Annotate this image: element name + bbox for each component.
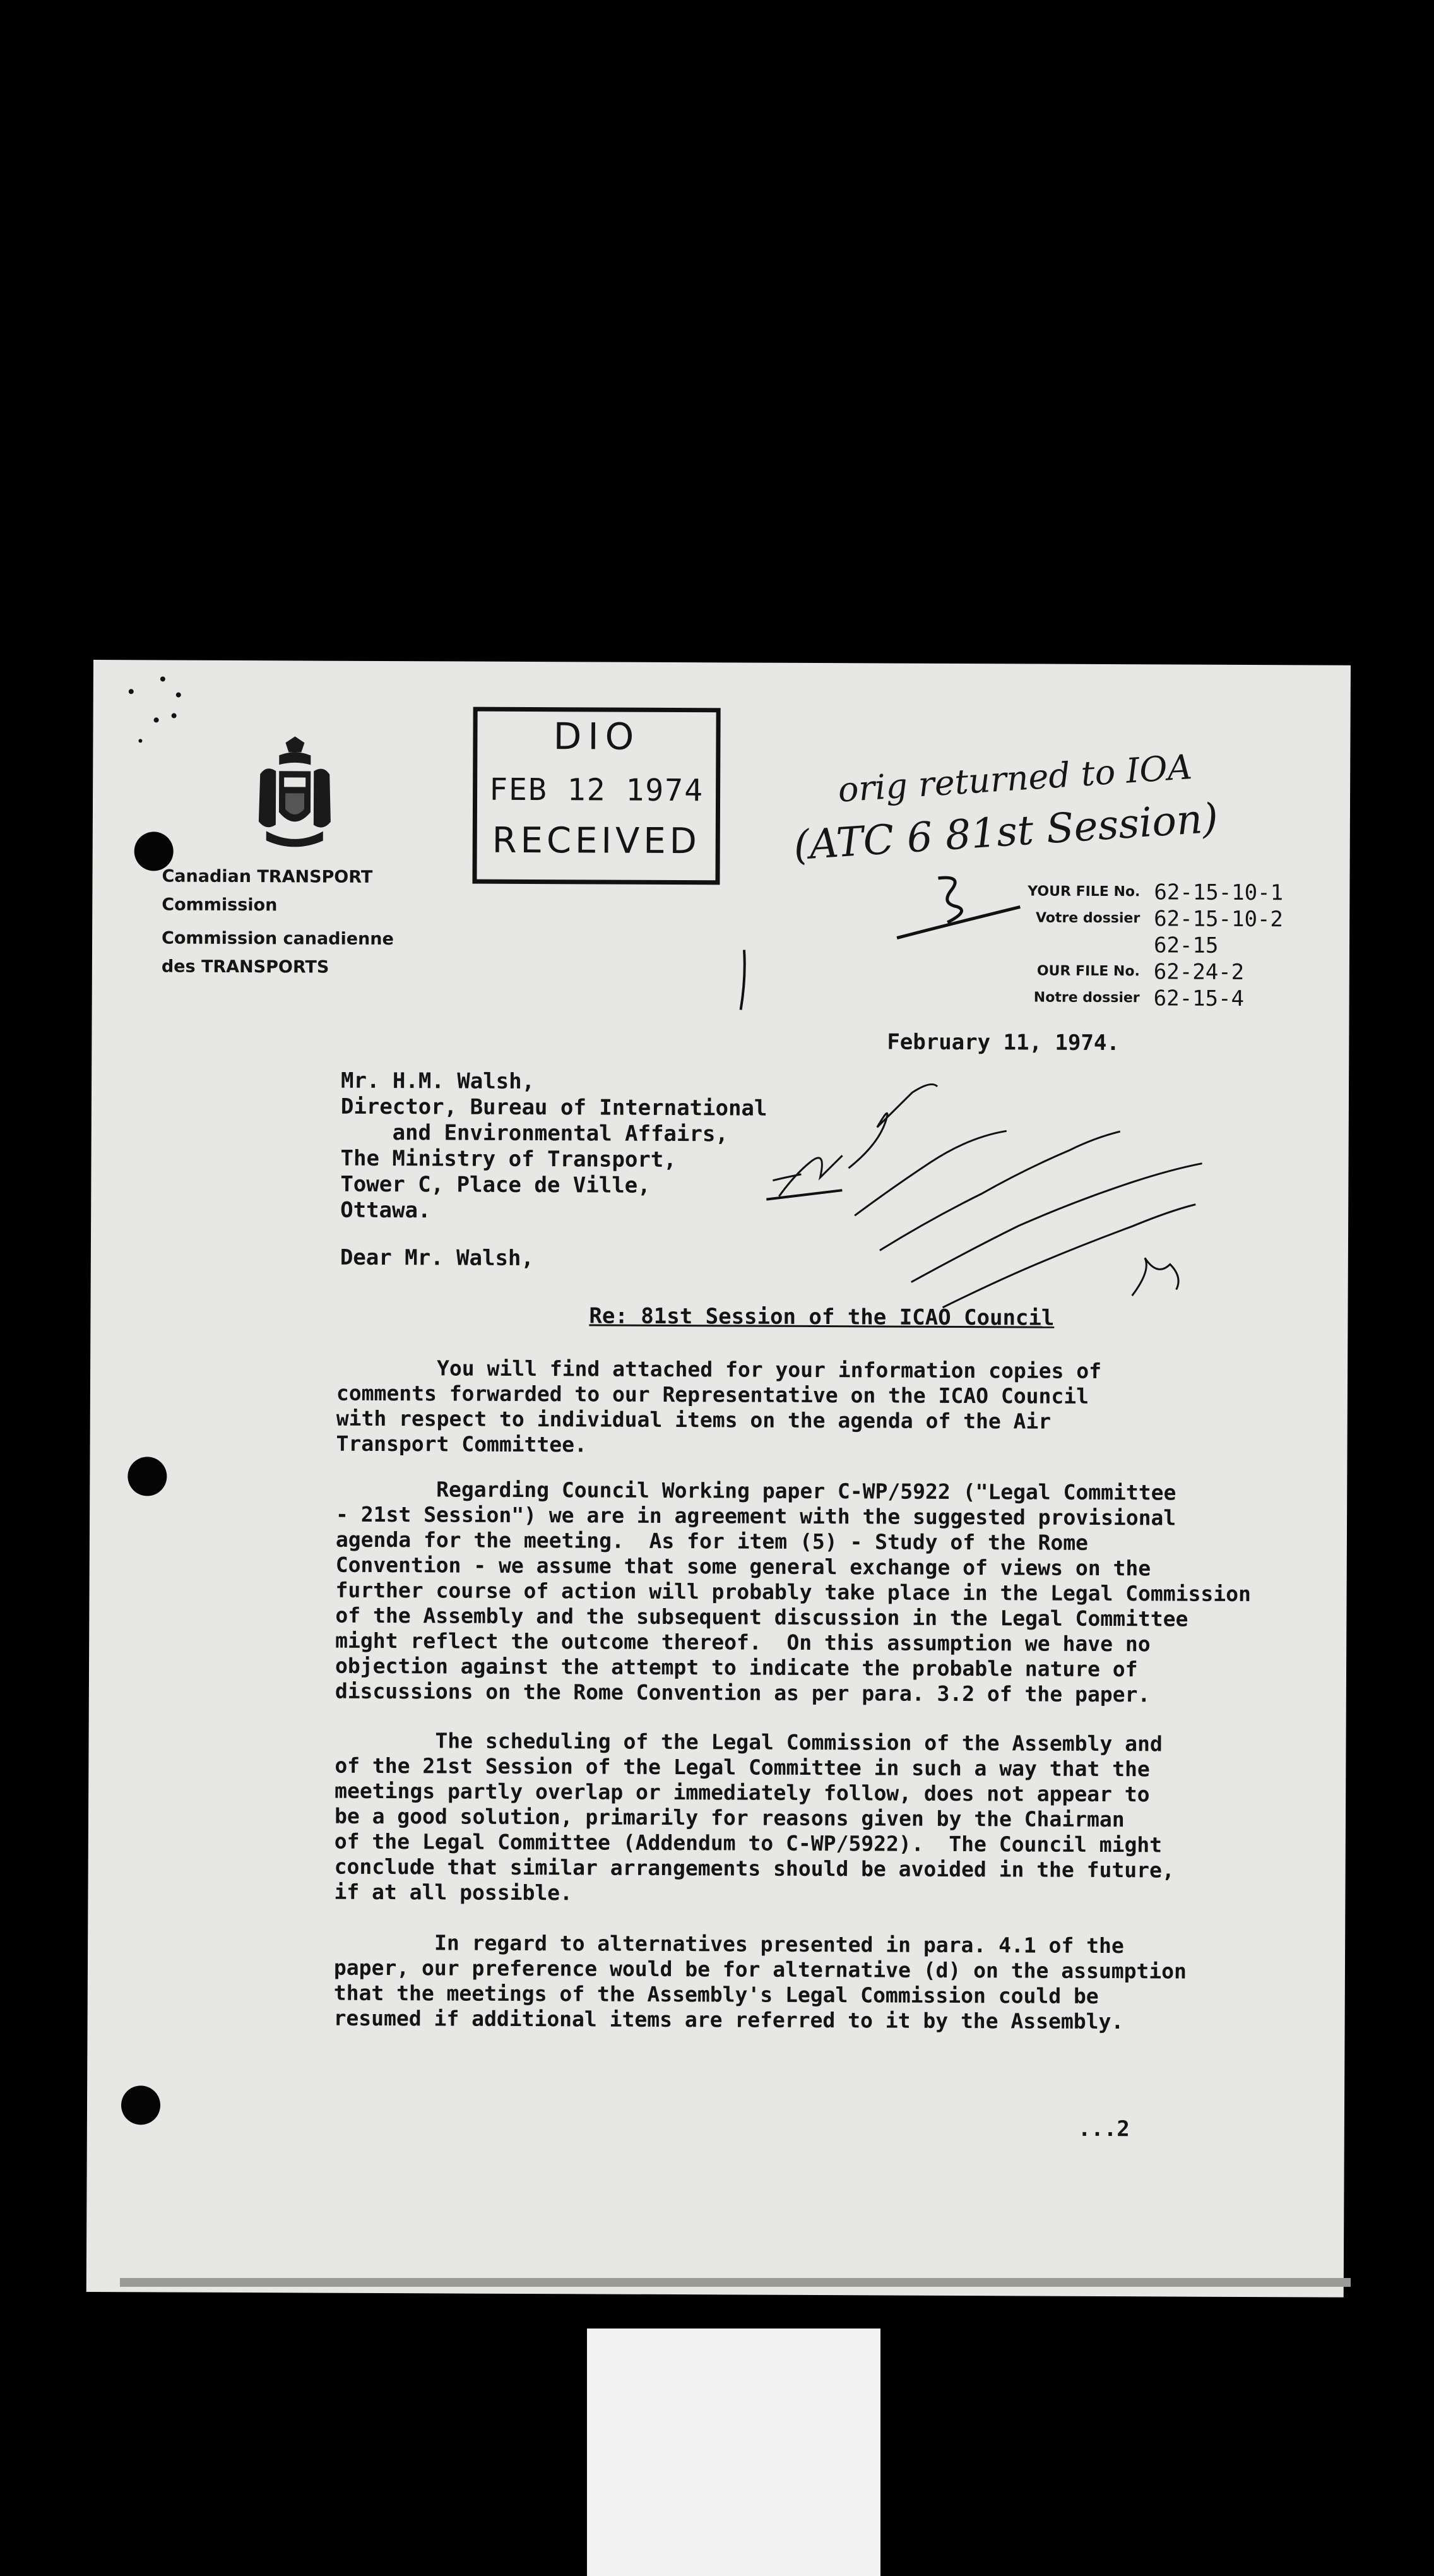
text-line: You will find attached for your information copies of xyxy=(336,1355,1102,1383)
punch-hole xyxy=(121,2085,160,2125)
text-line: In regard to alternatives presented in para. 4.1 of the xyxy=(334,1929,1124,1959)
text-line: - 21st Session") we are in agreement with the suggested provisional xyxy=(336,1501,1176,1530)
pen-stroke xyxy=(735,946,754,1016)
recipient-address xyxy=(340,1068,767,1225)
paragraph xyxy=(334,1728,1319,1909)
page-edge xyxy=(120,2278,1351,2287)
text-line: that the meetings of the Assembly's Legal Commission could be xyxy=(333,1980,1099,2008)
agency-name-en-1: Canadian TRANSPORT xyxy=(162,866,373,887)
page-continuation-mark: ...2 xyxy=(1077,2116,1130,2142)
margin-marks xyxy=(118,666,194,761)
your-file-label-en: YOUR FILE No. xyxy=(1028,883,1141,900)
text-line: with respect to individual items on the agenda of the Air xyxy=(336,1405,1052,1434)
your-file-number: 62-15-10-2 xyxy=(1154,906,1284,933)
address-line: and Environmental Affairs, xyxy=(340,1119,728,1147)
stamp-date: FEB 12 1974 xyxy=(489,772,704,809)
text-line: objection against the attempt to indicate the probable nature of xyxy=(335,1653,1138,1682)
coat-of-arms-icon xyxy=(254,736,336,847)
subject-line: Re: 81st Session of the ICAO Council xyxy=(589,1303,1055,1331)
stamp-label: RECEIVED xyxy=(492,820,701,862)
address-line: Ottawa. xyxy=(340,1197,431,1224)
text-line: comments forwarded to our Representative on the ICAO Council xyxy=(336,1380,1089,1409)
our-file-number: 62-15-4 xyxy=(1153,986,1245,1011)
agency-name-fr-2: des TRANSPORTS xyxy=(161,957,329,977)
letter-date: February 11, 1974. xyxy=(887,1029,1120,1056)
address-line: Mr. H.M. Walsh, xyxy=(341,1068,535,1095)
agency-name-fr-1: Commission canadienne xyxy=(162,928,394,950)
your-file-number: 62-15-10-1 xyxy=(1154,880,1284,906)
punch-hole xyxy=(127,1457,167,1496)
text-line: Regarding Council Working paper C-WP/5922 ("Legal Committee xyxy=(336,1476,1176,1505)
stamp-org: DIO xyxy=(553,715,641,758)
your-file-number: 62-15 xyxy=(1153,933,1219,958)
paragraph xyxy=(334,1930,1319,2036)
agency-name xyxy=(162,862,394,982)
text-line: paper, our preference would be for alternative (d) on the assumption xyxy=(333,1955,1187,1984)
letter-page xyxy=(86,660,1351,2298)
received-stamp xyxy=(472,707,720,885)
address-line: The Ministry of Transport, xyxy=(340,1145,677,1173)
paragraph xyxy=(335,1477,1321,1708)
our-file-label-en: OUR FILE No. xyxy=(1036,963,1140,980)
handwritten-note-2: (ATC 6 81st Session) xyxy=(792,795,1220,870)
our-file-label-fr: Notre dossier xyxy=(1033,989,1140,1006)
text-line: of the Assembly and the subsequent discussion in the Legal Committee xyxy=(335,1602,1188,1631)
text-line: of the Legal Committee (Addendum to C-WP/5922). The Council might xyxy=(334,1828,1163,1857)
text-line: if at all possible. xyxy=(334,1879,573,1905)
text-line: meetings partly overlap or immediately follow, does not appear to xyxy=(335,1778,1150,1807)
handwritten-annotation xyxy=(740,1066,1284,1340)
address-line: Director, Bureau of International xyxy=(340,1094,767,1121)
text-line: be a good solution, primarily for reasons given by the Chairman xyxy=(334,1803,1125,1832)
text-line: The scheduling of the Legal Commission of the Assembly and xyxy=(335,1727,1163,1756)
agency-name-en-2: Commission xyxy=(162,895,278,915)
text-line: agenda for the meeting. As for item (5) - Study of the Rome xyxy=(335,1527,1089,1555)
our-file-number: 62-24-2 xyxy=(1153,959,1245,985)
handwritten-note-1: orig returned to IOA xyxy=(836,747,1194,810)
text-line: discussions on the Rome Convention as per para. 3.2 of the paper. xyxy=(335,1678,1151,1707)
your-file-label-fr: Votre dossier xyxy=(1035,910,1141,927)
paragraph xyxy=(336,1356,1321,1461)
salutation: Dear Mr. Walsh, xyxy=(340,1244,535,1272)
address-line: Tower C, Place de Ville, xyxy=(340,1171,651,1198)
text-line: Transport Committee. xyxy=(336,1431,588,1457)
text-line: of the 21st Session of the Legal Committee in such a way that the xyxy=(335,1753,1150,1782)
text-line: further course of action will probably take place in the Legal Commission xyxy=(335,1577,1251,1607)
text-line: might reflect the outcome thereof. On this assumption we have no xyxy=(335,1628,1151,1657)
text-line: Convention - we assume that some general exchange of views on the xyxy=(335,1552,1151,1581)
text-line: conclude that similar arrangements should be avoided in the future, xyxy=(334,1854,1175,1883)
paper-tab xyxy=(587,2329,880,2576)
text-line: resumed if additional items are referred to it by the Assembly. xyxy=(333,2005,1124,2034)
file-references xyxy=(932,878,1284,1012)
